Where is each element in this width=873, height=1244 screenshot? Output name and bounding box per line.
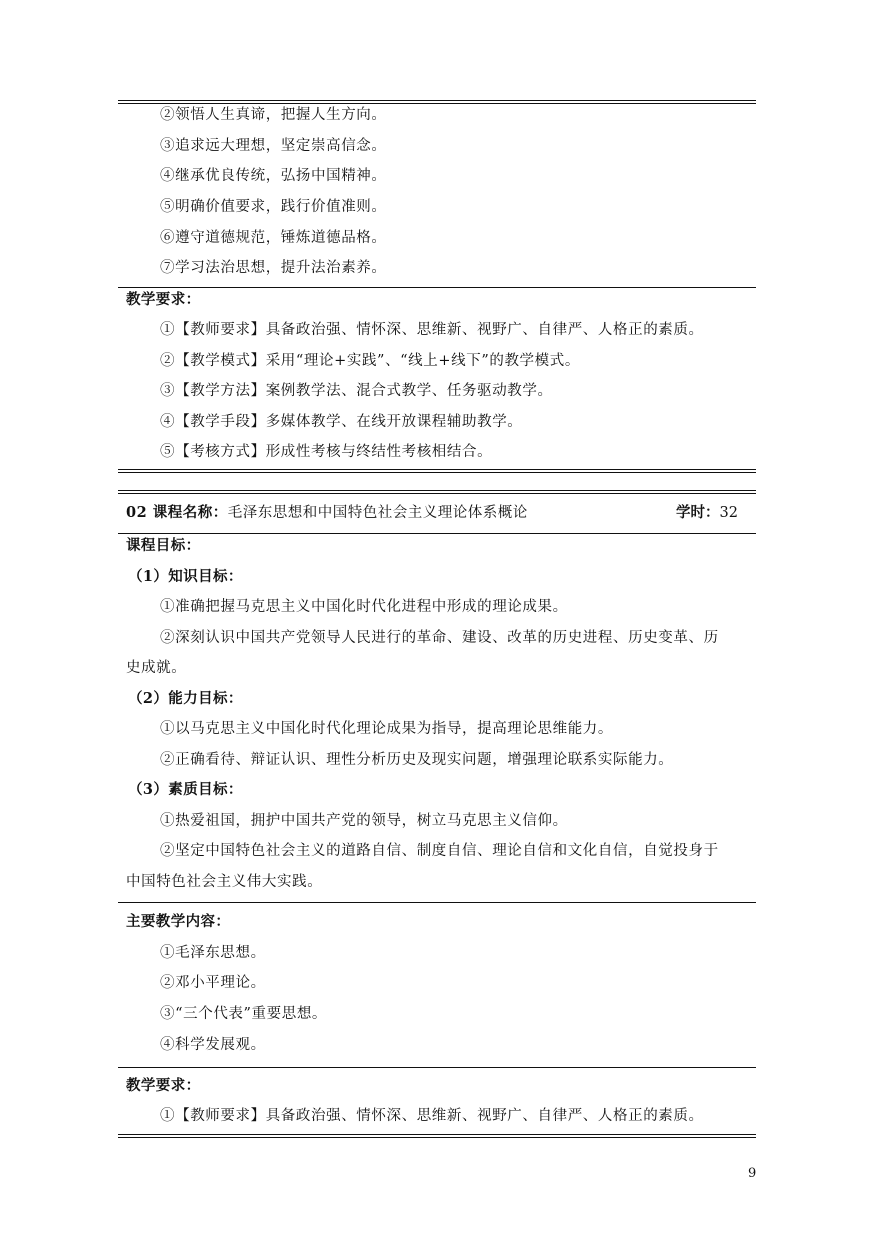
table2-bottom-rule	[118, 1134, 756, 1135]
table2-bottom-rule-inner	[118, 1137, 756, 1138]
course-name: 毛泽东思想和中国特色社会主义理论体系概论	[227, 505, 528, 521]
goal-item: ⑥遵守道德规范，锤炼道德品格。	[160, 230, 387, 246]
divider	[118, 1067, 756, 1068]
divider	[118, 287, 756, 288]
table-bottom-rule	[118, 469, 756, 470]
goal-item: ②领悟人生真谛，把握人生方向。	[160, 107, 387, 123]
knowledge-objectives-heading: （1）知识目标：	[128, 568, 243, 585]
course-hours	[676, 503, 738, 523]
table-top-rule-inner	[118, 103, 756, 104]
content-item: ③“三个代表”重要思想。	[160, 1006, 328, 1022]
goal-item: ⑦学习法治思想，提升法治素养。	[160, 260, 387, 276]
main-content-heading: 主要教学内容：	[126, 913, 231, 930]
ability-item: ①以马克思主义中国化时代化理论成果为指导，提高理论思维能力。	[160, 721, 613, 737]
hours-value: 32	[719, 505, 738, 521]
divider	[118, 902, 756, 903]
teaching-requirements-heading: 教学要求：	[126, 1077, 201, 1094]
teaching-item: ②【教学模式】采用“理论+实践”、“线上+线下”的教学模式。	[160, 353, 580, 369]
quality-item-cont: 中国特色社会主义伟大实践。	[126, 874, 323, 890]
knowledge-item: ①准确把握马克思主义中国化时代化进程中形成的理论成果。	[160, 599, 568, 615]
ability-objectives-heading: （2）能力目标：	[128, 690, 243, 707]
ability-item: ②正确看待、辩证认识、理性分析历史及现实问题，增强理论联系实际能力。	[160, 752, 674, 768]
goal-item: ③追求远大理想，坚定崇高信念。	[160, 138, 387, 154]
teaching-requirements-heading: 教学要求：	[126, 291, 201, 308]
table2-top-rule	[118, 490, 756, 491]
course-title	[126, 503, 528, 523]
content-item: ④科学发展观。	[160, 1037, 266, 1053]
teaching-item: ③【教学方法】案例教学法、混合式教学、任务驱动教学。	[160, 383, 553, 399]
content-item: ②邓小平理论。	[160, 975, 266, 991]
goal-item: ④继承优良传统，弘扬中国精神。	[160, 168, 387, 184]
hours-label: 学时：	[676, 504, 720, 521]
page-number: 9	[748, 1166, 757, 1181]
table-bottom-rule-inner	[118, 472, 756, 473]
content-item: ①毛泽东思想。	[160, 945, 266, 961]
goal-item: ⑤明确价值要求，践行价值准则。	[160, 199, 387, 215]
course-objectives-heading: 课程目标：	[126, 537, 201, 554]
quality-objectives-heading: （3）素质目标：	[128, 781, 243, 798]
divider	[118, 533, 756, 534]
table-top-rule	[118, 100, 756, 101]
teaching-item: ④【教学手段】多媒体教学、在线开放课程辅助教学。	[160, 414, 523, 430]
quality-item: ①热爱祖国，拥护中国共产党的领导，树立马克思主义信仰。	[160, 813, 568, 829]
course-name-label: 02 课程名称：	[126, 504, 228, 521]
table2-top-rule-inner	[118, 493, 756, 494]
teaching-item: ①【教师要求】具备政治强、情怀深、思维新、视野广、自律严、人格正的素质。	[160, 322, 704, 338]
knowledge-item-cont: 史成就。	[126, 660, 187, 676]
teaching-item: ⑤【考核方式】形成性考核与终结性考核相结合。	[160, 444, 493, 460]
teaching-item: ①【教师要求】具备政治强、情怀深、思维新、视野广、自律严、人格正的素质。	[160, 1108, 704, 1124]
knowledge-item: ②深刻认识中国共产党领导人民进行的革命、建设、改革的历史进程、历史变革、历	[160, 630, 719, 646]
quality-item: ②坚定中国特色社会主义的道路自信、制度自信、理论自信和文化自信，自觉投身于	[160, 843, 719, 859]
